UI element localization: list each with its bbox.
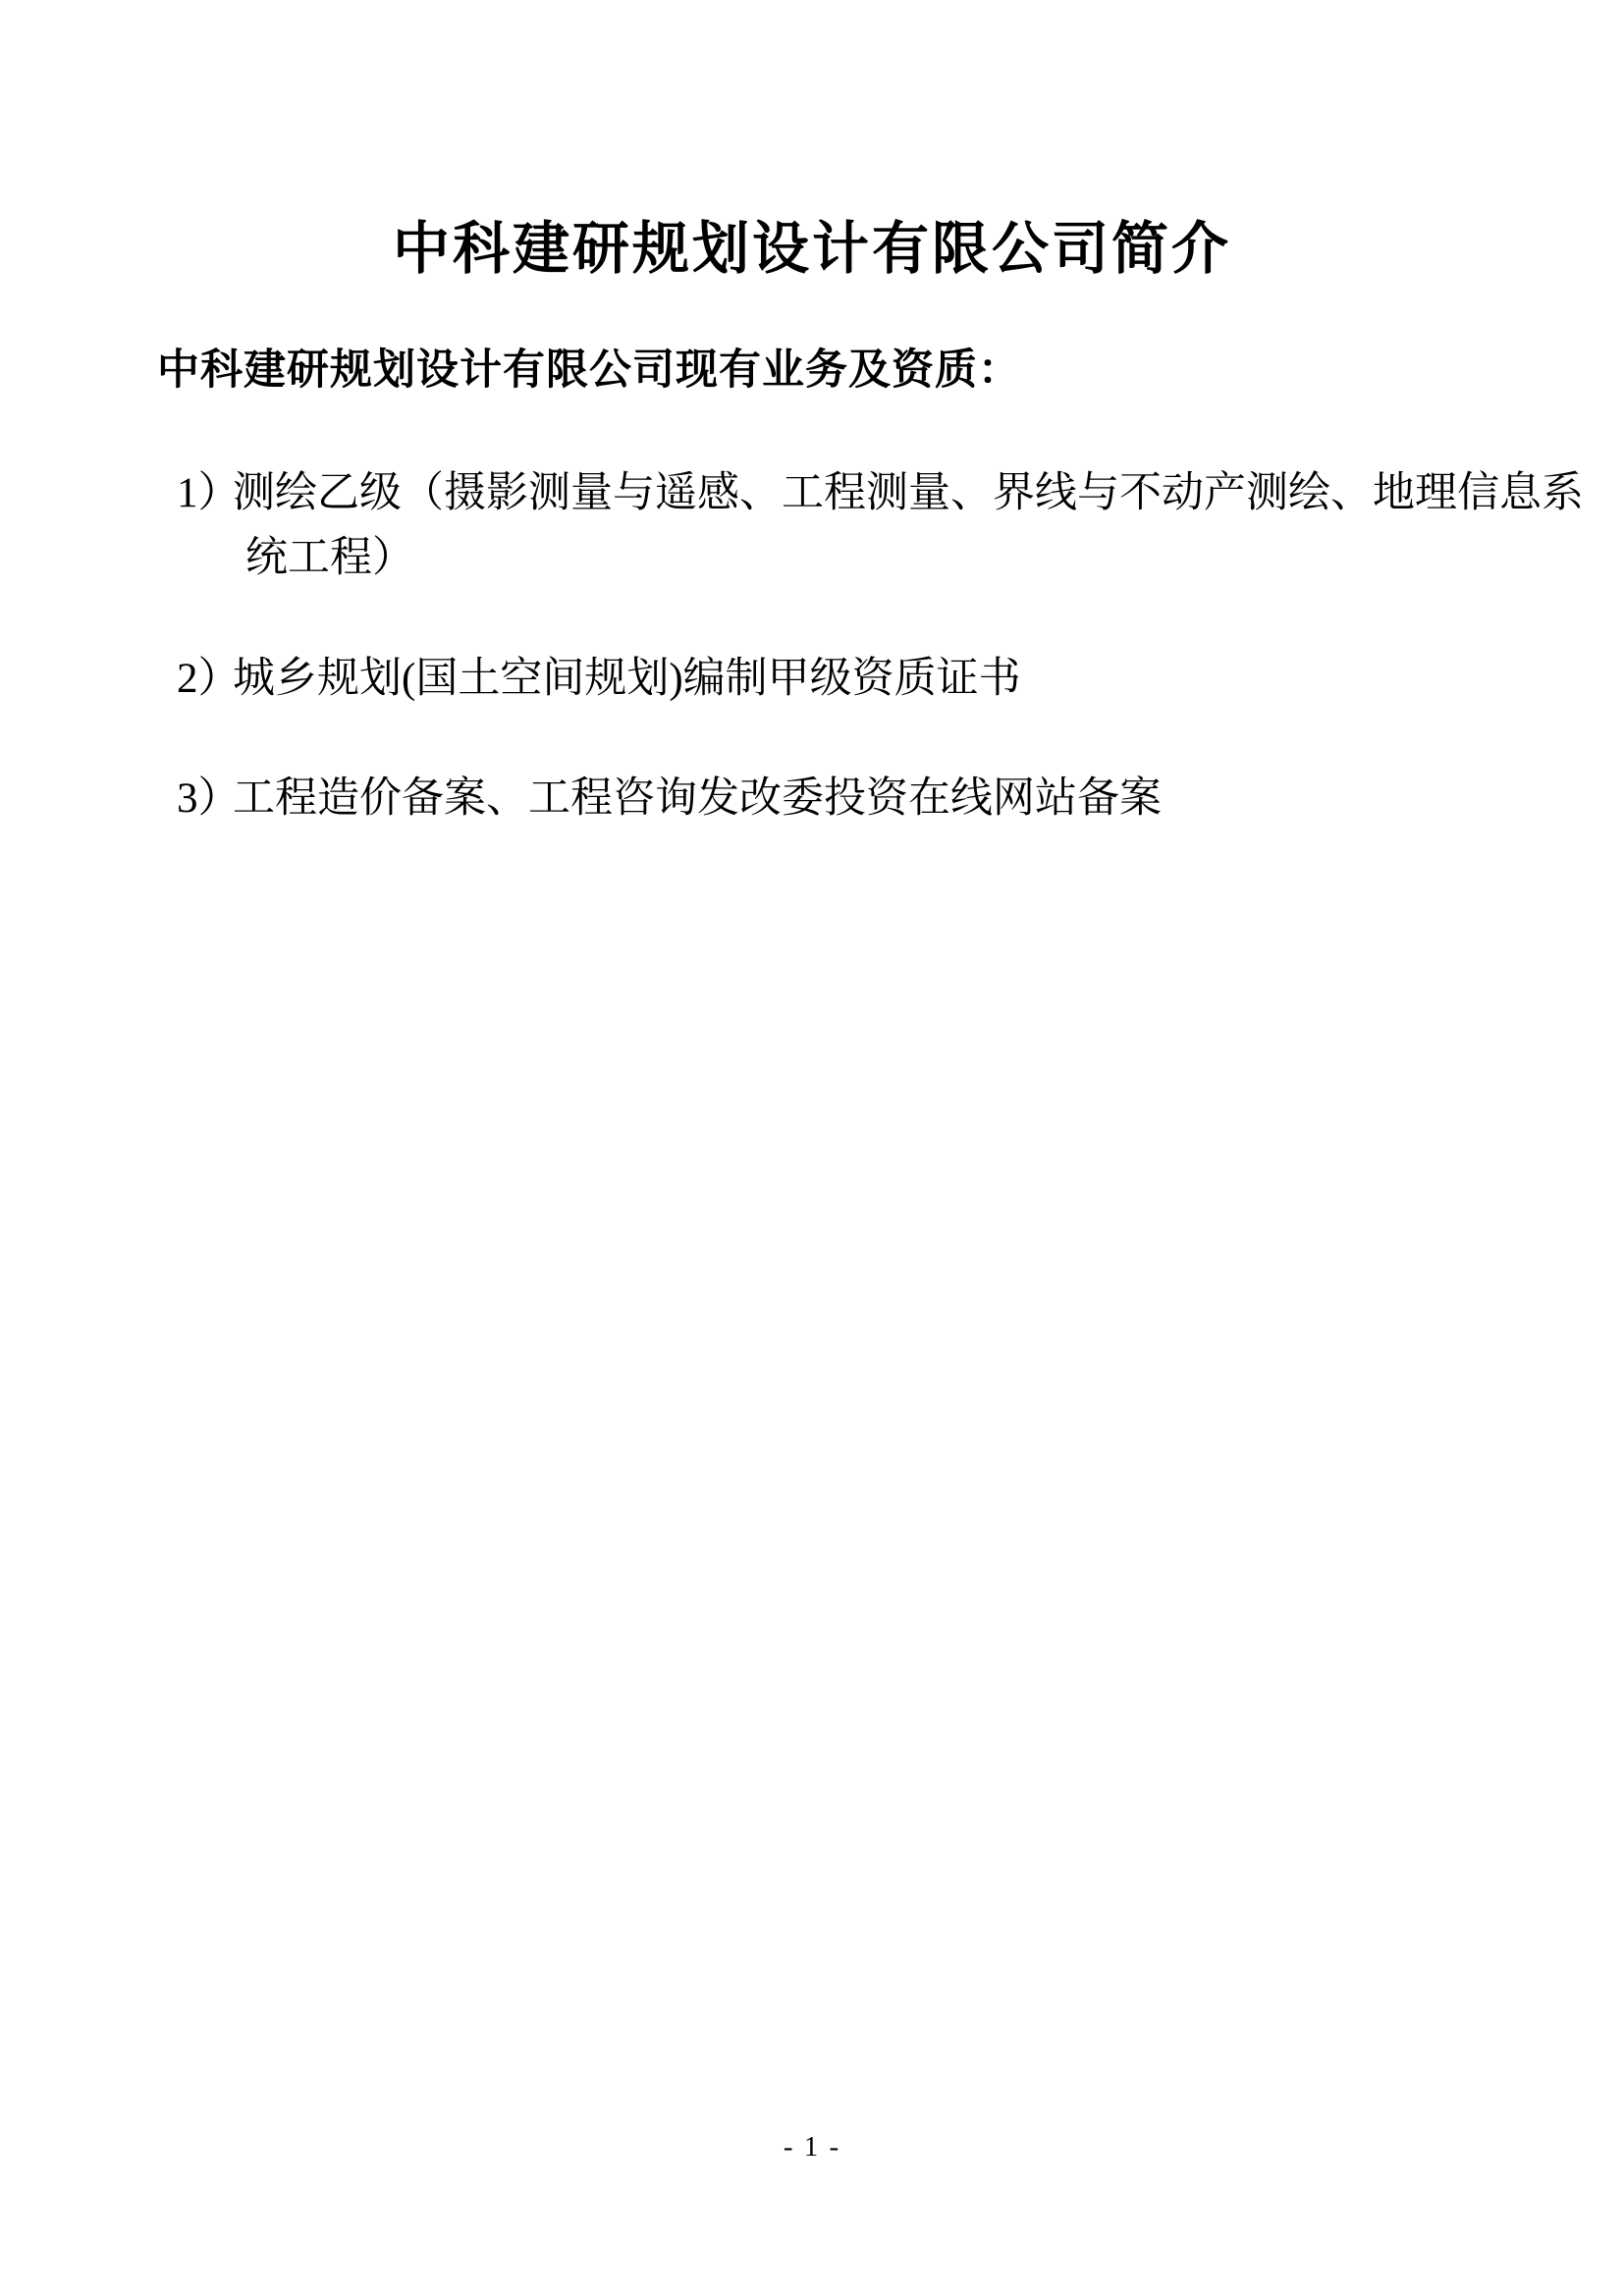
list-item-1	[177, 461, 1584, 526]
section-heading: 中科建研规划设计有限公司现有业务及资质：	[157, 347, 1021, 394]
list-item-3-number: 3）	[177, 775, 241, 822]
list-item-2-number: 2）	[177, 656, 241, 702]
page-number: - 1 -	[783, 2131, 841, 2163]
list-item-3	[177, 767, 1162, 831]
list-item-2	[177, 647, 1021, 712]
list-item-2-text: 城乡规划(国土空间规划)编制甲级资质证书	[233, 656, 1021, 702]
list-item-1-continuation: 统工程）	[245, 535, 414, 581]
list-item-3-text: 工程造价备案、工程咨询发改委投资在线网站备案	[233, 775, 1162, 822]
list-item-1-text: 测绘乙级（摄影测量与遥感、工程测量、界线与不动产测绘、地理信息系	[233, 470, 1584, 516]
list-item-1-number: 1）	[177, 470, 241, 516]
page-title: 中科建研规划设计有限公司简介	[392, 217, 1231, 281]
